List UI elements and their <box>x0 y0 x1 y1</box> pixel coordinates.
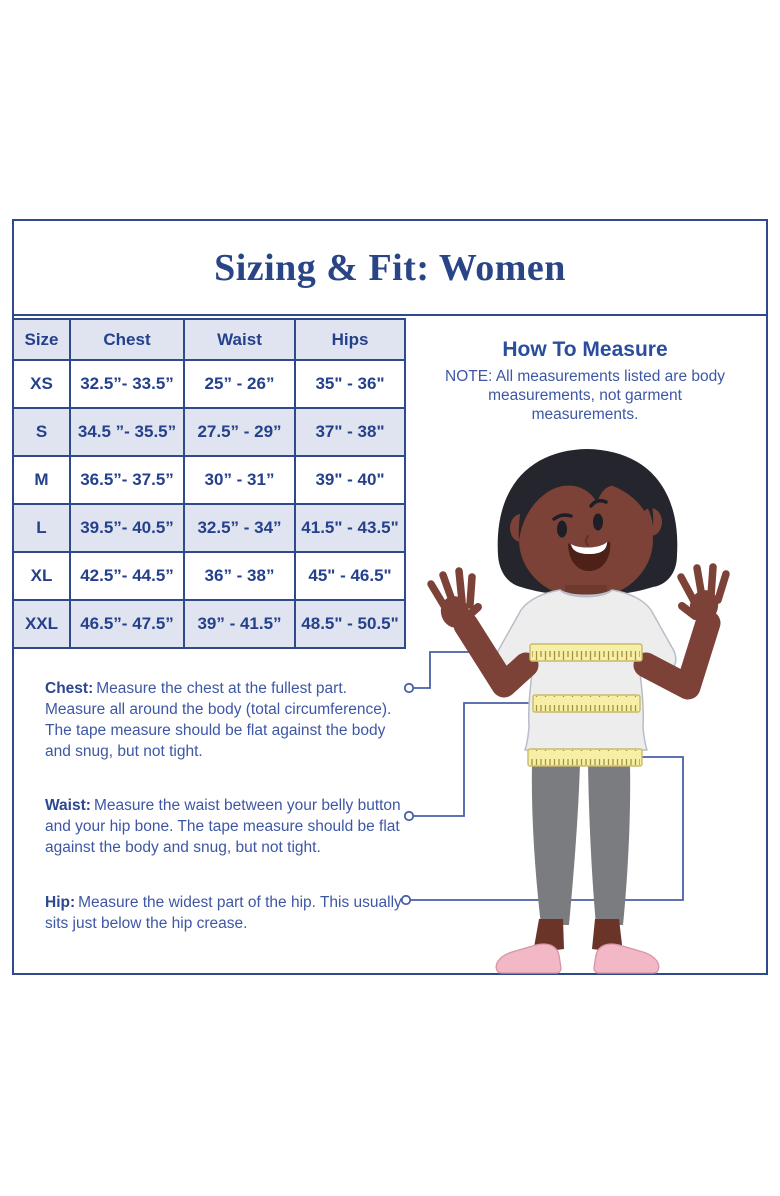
ear-right <box>640 508 662 536</box>
hand-left <box>431 571 478 632</box>
instruction-waist-text: Measure the waist between your belly button and your hip bone. The tape measure should be flat against the body and snug, but not tight. <box>45 797 401 856</box>
how-to-measure-section <box>404 318 766 424</box>
instruction-hip-label: Hip: <box>45 894 76 911</box>
instruction-waist <box>45 795 405 858</box>
table-row-s <box>13 408 405 456</box>
cell-waist: 30” - 31” <box>184 456 295 504</box>
instruction-chest-text: Measure the chest at the fullest part. Measure all around the body (total circumference). The tape measure should be flat against the body and snug, but not tight. <box>45 680 392 760</box>
shoe-right <box>594 944 659 973</box>
eye-left <box>557 521 567 538</box>
hip-connector-line <box>410 757 683 900</box>
cell-size: XXL <box>13 600 70 648</box>
instruction-chest <box>45 678 405 762</box>
ankle-right <box>592 919 623 953</box>
cell-waist: 25” - 26” <box>184 360 295 408</box>
cell-hips: 39" - 40" <box>295 456 405 504</box>
instruction-chest-label: Chest: <box>45 680 94 697</box>
cell-chest: 32.5”- 33.5” <box>70 360 184 408</box>
header-size: Size <box>13 319 70 360</box>
waist-connector-line <box>413 703 533 816</box>
shirt-neckline <box>560 590 612 597</box>
waist-tape <box>533 695 640 712</box>
cell-size: XS <box>13 360 70 408</box>
cell-chest: 46.5”- 47.5” <box>70 600 184 648</box>
title-box <box>14 221 766 316</box>
cell-chest: 34.5 ”- 35.5” <box>70 408 184 456</box>
face-features <box>554 501 610 571</box>
how-to-measure-title: How To Measure <box>502 338 668 361</box>
instruction-hip-text: Measure the widest part of the hip. This usually sits just below the hip crease. <box>45 894 402 932</box>
table-row-m <box>13 456 405 504</box>
instruction-hip <box>45 892 405 934</box>
leg-left <box>532 764 580 925</box>
ankle-left <box>533 919 564 953</box>
cell-hips: 45" - 46.5" <box>295 552 405 600</box>
cell-chest: 42.5”- 44.5” <box>70 552 184 600</box>
cell-hips: 35" - 36" <box>295 360 405 408</box>
cell-hips: 37" - 38" <box>295 408 405 456</box>
neck <box>565 585 607 616</box>
cell-waist: 32.5” - 34” <box>184 504 295 552</box>
leg-right <box>588 764 630 925</box>
cell-size: M <box>13 456 70 504</box>
cell-size: L <box>13 504 70 552</box>
hair-fringe <box>519 460 653 541</box>
eyebrow-right <box>591 501 606 506</box>
table-row-xs <box>13 360 405 408</box>
cell-chest: 36.5”- 37.5” <box>70 456 184 504</box>
connector-lines <box>410 652 683 900</box>
chest-connector-line <box>413 652 530 688</box>
table-header-row <box>13 319 405 360</box>
arm-left <box>466 625 526 685</box>
how-to-measure-note: NOTE: All measurements listed are body measurements, not garment measurements. <box>445 368 725 423</box>
arms <box>466 623 708 687</box>
waist-connector-dot <box>405 812 413 820</box>
hair-back <box>498 449 678 596</box>
cell-size: S <box>13 408 70 456</box>
cell-hips: 41.5" - 43.5" <box>295 504 405 552</box>
instruction-waist-label: Waist: <box>45 797 91 814</box>
cell-waist: 39” - 41.5” <box>184 600 295 648</box>
cell-chest: 39.5”- 40.5” <box>70 504 184 552</box>
arm-right <box>646 623 708 687</box>
chest-connector-dot <box>405 684 413 692</box>
hip-tape <box>528 749 642 766</box>
chest-tape <box>530 644 642 661</box>
nose <box>586 536 588 545</box>
teeth <box>571 542 607 554</box>
page-title: Sizing & Fit: Women <box>214 246 566 289</box>
face <box>519 481 653 599</box>
header-hips: Hips <box>295 319 405 360</box>
mouth <box>568 541 610 571</box>
shoes <box>496 944 659 973</box>
header-chest: Chest <box>70 319 184 360</box>
cell-hips: 48.5" - 50.5" <box>295 600 405 648</box>
size-table <box>12 318 406 649</box>
shirt <box>496 590 676 750</box>
header-waist: Waist <box>184 319 295 360</box>
hand-right <box>681 567 726 625</box>
eye-right <box>593 514 603 531</box>
table-row-xl <box>13 552 405 600</box>
eyebrow-left <box>554 515 571 519</box>
cell-waist: 36” - 38” <box>184 552 295 600</box>
cell-size: XL <box>13 552 70 600</box>
ear-left <box>510 514 532 542</box>
shoe-left <box>496 944 561 973</box>
size-chart-card <box>12 219 768 975</box>
measuring-tapes <box>528 644 642 766</box>
cell-waist: 27.5” - 29” <box>184 408 295 456</box>
table-row-l <box>13 504 405 552</box>
table-row-xxl <box>13 600 405 648</box>
